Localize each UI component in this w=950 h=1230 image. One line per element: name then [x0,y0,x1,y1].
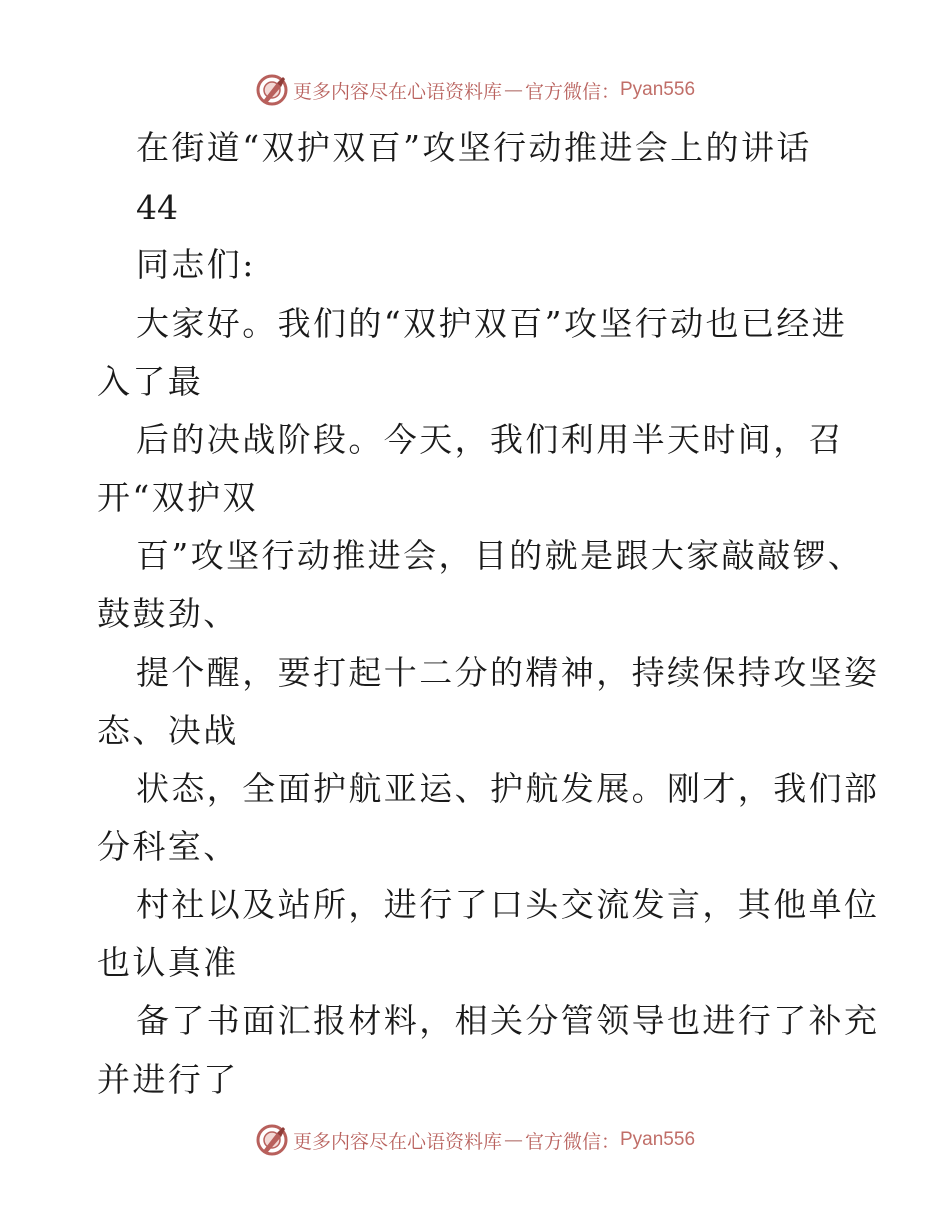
paragraph-line: 入了最 [97,362,204,401]
paragraph-line: 村社以及站所，进行了口头交流发言，其他单位 [136,885,880,924]
paragraph-line: 大家好。我们的“双护双百”攻坚行动也已经进 [136,304,848,343]
paragraph-line: 状态，全面护航亚运、护航发展。刚才，我们部 [136,769,880,808]
paragraph-line: 鼓鼓劲、 [97,594,239,633]
watermark-wechat-id: Pyan556 [620,79,696,100]
document-title: 在街道“双护双百”攻坚行动推进会上的讲话 [136,128,812,167]
watermark-banner-top [0,70,950,110]
watermark-banner-bottom [0,1120,950,1160]
watermark-separator: — [503,1129,523,1151]
paragraph-line: 并进行了 [97,1060,239,1099]
watermark-site-text: 更多内容尽在心语资料库 [292,1130,502,1153]
pen-nib-logo-icon [255,73,289,107]
watermark-wechat-id: Pyan556 [620,1129,696,1150]
watermark-separator: — [503,79,523,101]
pen-nib-logo-icon [255,1123,289,1157]
paragraph-line: 后的决战阶段。今天，我们利用半天时间，召 [136,420,844,459]
document-number: 44 [136,188,178,227]
paragraph-line: 百”攻坚行动推进会，目的就是跟大家敲敲锣、 [136,536,864,575]
paragraph-line: 也认真准 [97,943,239,982]
salutation: 同志们: [136,245,256,284]
paragraph-line: 分科室、 [97,827,239,866]
watermark-site-text: 更多内容尽在心语资料库 [292,80,502,103]
watermark-wechat-label: 官方微信： [524,1130,620,1153]
paragraph-line: 态、决战 [97,711,239,750]
paragraph-line: 备了书面汇报材料，相关分管领导也进行了补充 [136,1001,880,1040]
watermark-wechat-label: 官方微信： [524,80,620,103]
paragraph-line: 开“双护双 [97,478,258,517]
paragraph-line: 提个醒，要打起十二分的精神，持续保持攻坚姿 [136,653,880,692]
